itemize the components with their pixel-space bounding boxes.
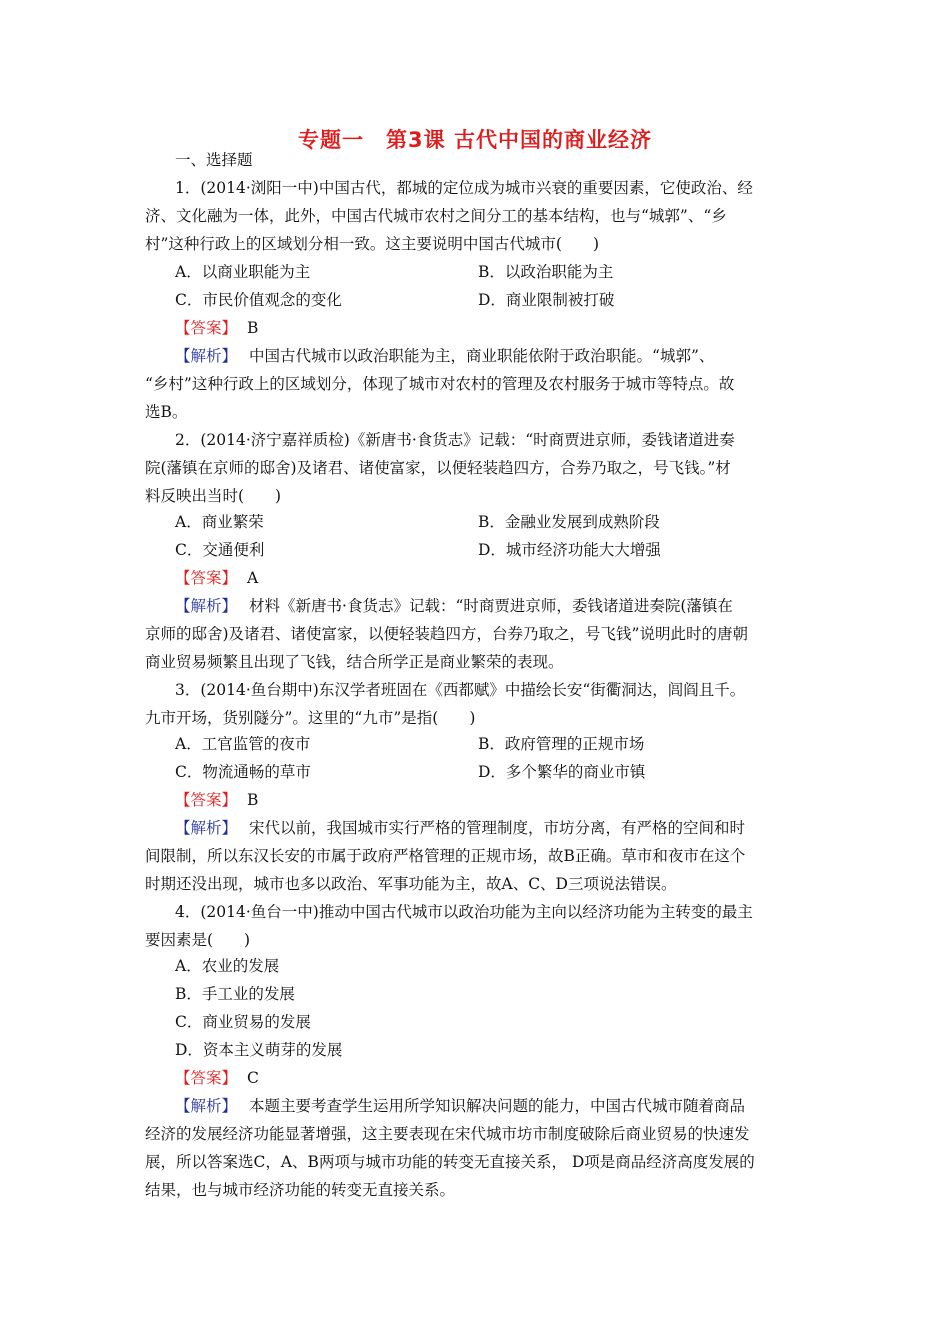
explanation-line	[175, 1096, 810, 1116]
question-text: 3．(2014·鱼台期中)东汉学者班固在《西都赋》中描绘长安“街衢洞达，闾阎且千。	[175, 681, 746, 699]
answer-line	[175, 318, 810, 338]
option-c: C．商业贸易的发展	[175, 1013, 311, 1031]
explanation-text: 本题主要考查学生运用所学知识解决问题的能力，中国古代城市随着商品	[249, 1097, 746, 1115]
option-c: C．市民价值观念的变化	[175, 291, 342, 309]
explanation-line	[175, 818, 810, 838]
option-b: B．手工业的发展	[175, 985, 295, 1003]
explanation-text: 材料《新唐书·食货志》记载：“时商贾进京师，委钱诸道进奏院(藩镇在	[249, 597, 733, 615]
option-a: A．农业的发展	[175, 957, 280, 975]
question-text: 济、文化融为一体，此外，中国古代城市农村之间分工的基本结构，也与“城郭”、“乡	[145, 207, 727, 225]
explanation-text: 京师的邸舍)及诸君、诸使富家，以便轻装趋四方，台券乃取之，号飞钱”说明此时的唐朝	[145, 625, 748, 643]
answer-value: B	[247, 791, 259, 809]
section-heading: 一、选择题	[175, 151, 253, 169]
answer-tag: 【答案】	[175, 319, 238, 337]
option-a: A．以商业职能为主	[175, 263, 311, 281]
explanation-line	[175, 346, 810, 366]
option-d: D．城市经济功能大大增强	[478, 541, 661, 559]
option-b: B．金融业发展到成熟阶段	[478, 513, 660, 531]
option-b: B．以政治职能为主	[478, 263, 614, 281]
question-text: 料反映出当时( )	[145, 487, 282, 505]
explanation-text: 宋代以前，我国城市实行严格的管理制度，市坊分离，有严格的空间和时	[249, 819, 746, 837]
question-text: 九市开场，货别隧分”。这里的“九市”是指( )	[145, 709, 476, 727]
explanation-tag: 【解析】	[175, 597, 238, 615]
answer-tag: 【答案】	[175, 569, 238, 587]
question-text: 院(藩镇在京师的邸舍)及诸君、诸使富家，以便轻装趋四方，合券乃取之，号飞钱。”材	[145, 459, 731, 477]
answer-tag: 【答案】	[175, 791, 238, 809]
explanation-line	[175, 596, 810, 616]
option-d: D．商业限制被打破	[478, 291, 615, 309]
option-d: D．资本主义萌芽的发展	[175, 1041, 343, 1059]
question-text: 2．(2014·济宁嘉祥质检)《新唐书·食货志》记载：“时商贾进京师，委钱诸道进奏	[175, 431, 735, 449]
option-c: C．物流通畅的草市	[175, 763, 311, 781]
explanation-text: 展，所以答案选C，A、B两项与城市功能的转变无直接关系， D项是商品经济高度发展的	[145, 1153, 755, 1171]
option-a: A．工官监管的夜市	[175, 735, 311, 753]
question-text: 1．(2014·浏阳一中)中国古代，都城的定位成为城市兴衰的重要因素，它使政治、经	[175, 179, 753, 197]
explanation-tag: 【解析】	[175, 1097, 238, 1115]
question-text: 村”这种行政上的区域划分相一致。这主要说明中国古代城市( )	[145, 235, 600, 253]
option-a: A．商业繁荣	[175, 513, 264, 531]
answer-line	[175, 790, 810, 810]
explanation-text: 商业贸易频繁且出现了飞钱，结合所学正是商业繁荣的表现。	[145, 653, 564, 671]
answer-value: A	[247, 569, 259, 587]
answer-value: B	[247, 319, 259, 337]
explanation-tag: 【解析】	[175, 819, 238, 837]
question-text: 要因素是( )	[145, 931, 251, 949]
option-c: C．交通便利	[175, 541, 265, 559]
explanation-text: 结果，也与城市经济功能的转变无直接关系。	[145, 1181, 456, 1199]
explanation-text: “乡村”这种行政上的区域划分，体现了城市对农村的管理及农村服务于城市等特点。故	[145, 375, 735, 393]
question-text: 4．(2014·鱼台一中)推动中国古代城市以政治功能为主向以经济功能为主转变的最主	[175, 903, 753, 921]
explanation-tag: 【解析】	[175, 347, 238, 365]
explanation-text: 时期还没出现，城市也多以政治、军事功能为主，故A、C、D三项说法错误。	[145, 875, 677, 893]
option-b: B．政府管理的正规市场	[478, 735, 645, 753]
explanation-text: 中国古代城市以政治职能为主，商业职能依附于政治职能。“城郭”、	[249, 347, 715, 365]
answer-tag: 【答案】	[175, 1069, 238, 1087]
page-title: 专题一 第3课 古代中国的商业经济	[298, 128, 652, 152]
answer-line	[175, 568, 810, 588]
explanation-text: 经济的发展经济功能显著增强，这主要表现在宋代城市坊市制度破除后商业贸易的快速发	[145, 1125, 750, 1143]
option-d: D．多个繁华的商业市镇	[478, 763, 646, 781]
explanation-text: 间限制，所以东汉长安的市属于政府严格管理的正规市场，故B正确。草市和夜市在这个	[145, 847, 746, 865]
answer-value: C	[247, 1069, 259, 1087]
explanation-text: 选B。	[145, 403, 188, 421]
answer-line	[175, 1068, 810, 1088]
